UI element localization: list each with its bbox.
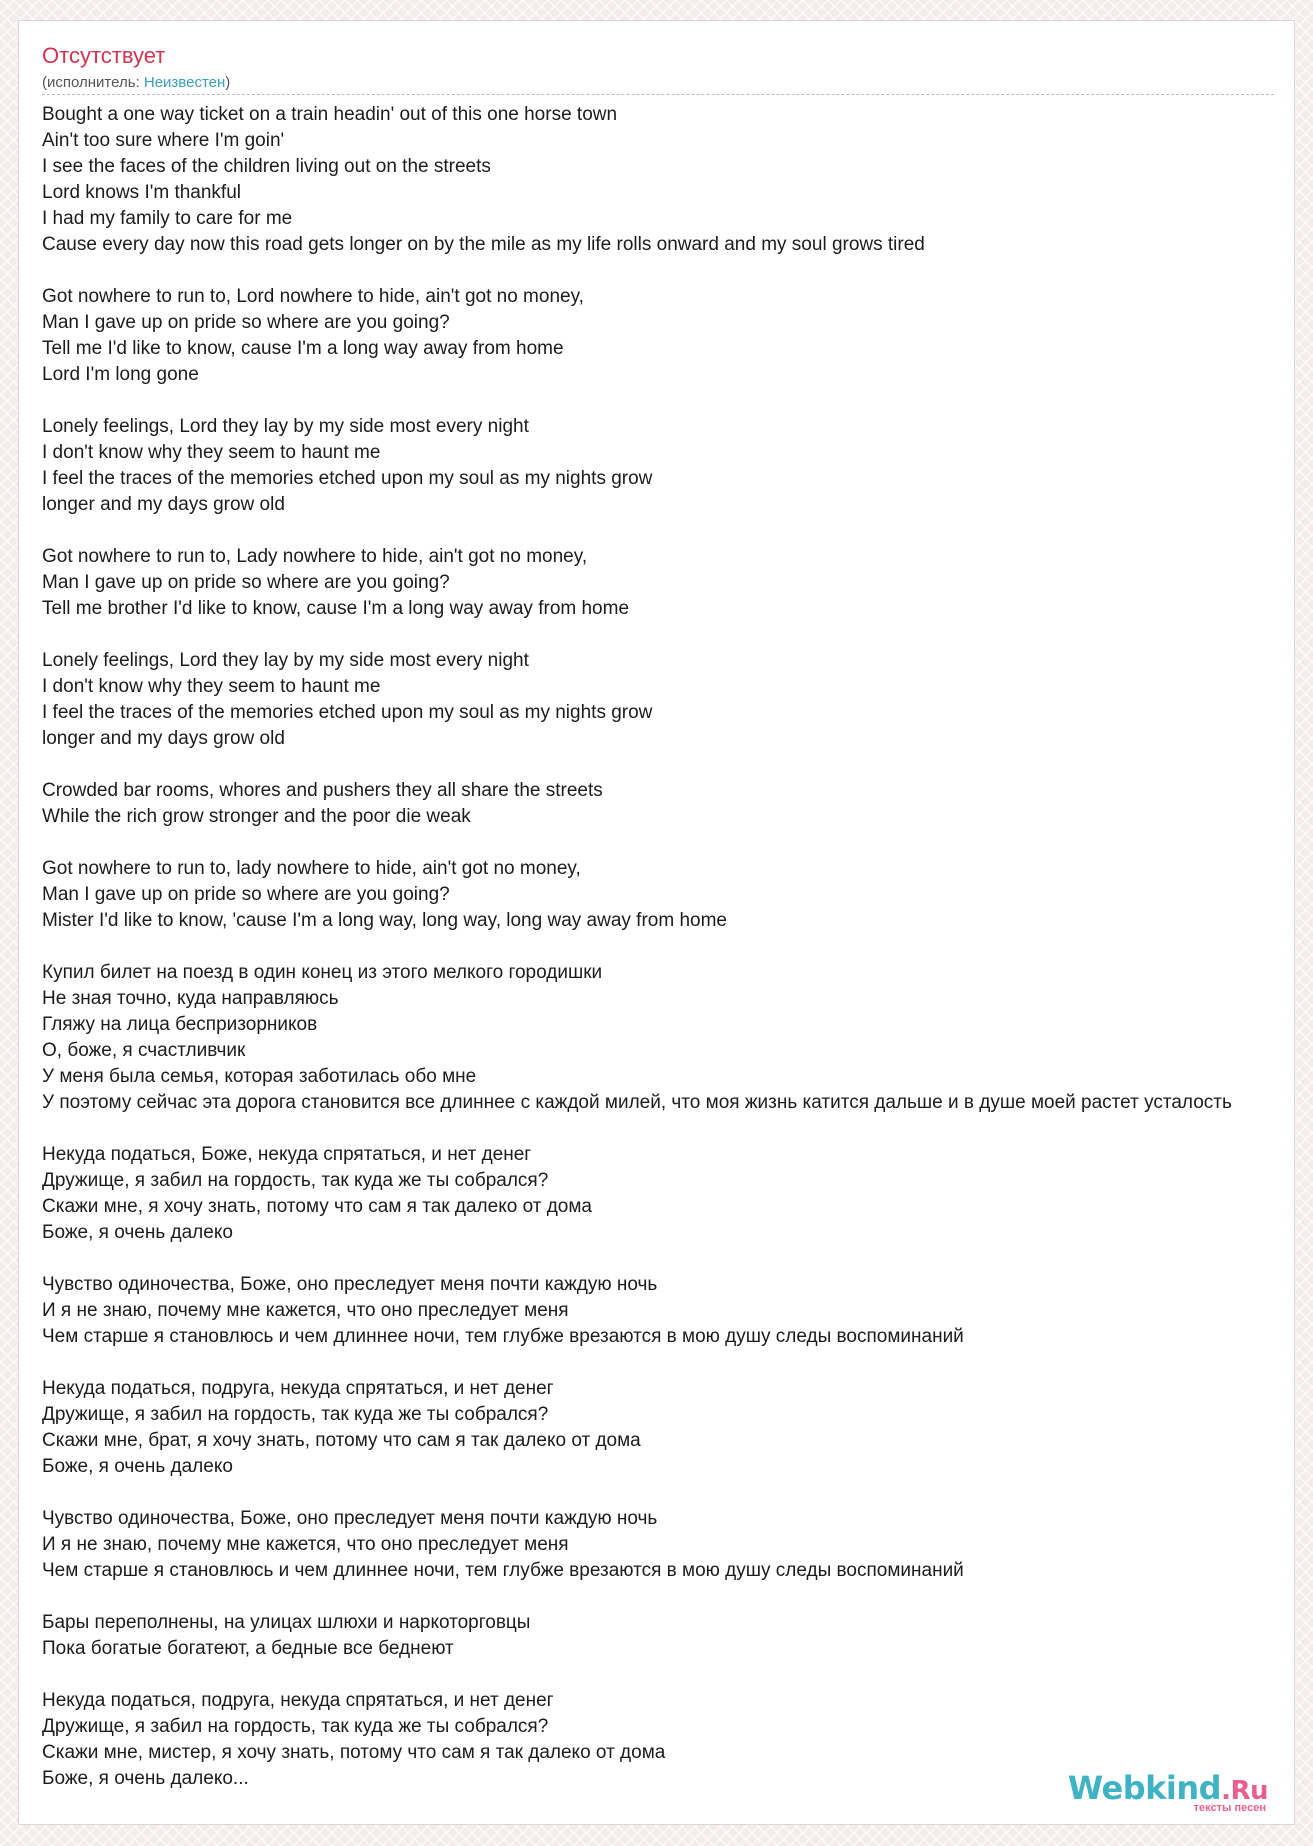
lyric-line: I see the faces of the children living out on the streets: [42, 156, 491, 177]
stanza-break: [42, 388, 1295, 414]
lyric-line: И я не знаю, почему мне кажется, что оно преследует меня: [42, 1534, 569, 1555]
lyric-line: I feel the traces of the memories etched upon my soul as my nights grow: [42, 702, 653, 723]
artist-line: [42, 74, 230, 91]
lyrics-body: [42, 102, 1295, 1792]
lyric-line: Got nowhere to run to, Lady nowhere to hide, ain't got no money,: [42, 546, 588, 567]
lyric-line: Дружище, я забил на гордость, так куда же ты собрался?: [42, 1716, 549, 1737]
lyric-line: Crowded bar rooms, whores and pushers they all share the streets: [42, 780, 603, 801]
lyric-line: longer and my days grow old: [42, 728, 285, 749]
lyric-line: While the rich grow stronger and the poor die weak: [42, 806, 471, 827]
lyric-line: Боже, я очень далеко: [42, 1222, 233, 1243]
lyric-line: Man I gave up on pride so where are you going?: [42, 312, 450, 333]
brand-tagline: тексты песен: [1193, 1802, 1266, 1814]
lyric-line: I don't know why they seem to haunt me: [42, 442, 381, 463]
lyric-line: У поэтому сейчас эта дорога становится все длиннее с каждой милей, что моя жизнь катится дальше и в душе моей растет усталость: [42, 1092, 1232, 1113]
lyric-line: Некуда податься, Боже, некуда спрятаться, и нет денег: [42, 1144, 532, 1165]
lyric-line: I had my family to care for me: [42, 208, 293, 229]
lyric-line: Боже, я очень далеко...: [42, 1768, 249, 1789]
lyric-line: Lord I'm long gone: [42, 364, 199, 385]
lyric-line: Lonely feelings, Lord they lay by my side most every night: [42, 416, 529, 437]
lyric-line: И я не знаю, почему мне кажется, что оно преследует меня: [42, 1300, 569, 1321]
stanza-break: [42, 752, 1295, 778]
lyric-line: Чувство одиночества, Боже, оно преследует меня почти каждую ночь: [42, 1274, 658, 1295]
lyric-line: Дружище, я забил на гордость, так куда же ты собрался?: [42, 1404, 549, 1425]
lyrics-page: [18, 20, 1295, 1825]
lyric-line: Бары переполнены, на улицах шлюхи и наркоторговцы: [42, 1612, 531, 1633]
lyric-line: Скажи мне, брат, я хочу знать, потому что сам я так далеко от дома: [42, 1430, 641, 1451]
lyric-line: Скажи мне, я хочу знать, потому что сам я так далеко от дома: [42, 1196, 592, 1217]
stanza-break: [42, 1662, 1295, 1688]
lyric-line: Боже, я очень далеко: [42, 1456, 233, 1477]
lyric-line: I feel the traces of the memories etched upon my soul as my nights grow: [42, 468, 653, 489]
lyric-line: Гляжу на лица беспризорников: [42, 1014, 318, 1035]
lyric-line: Got nowhere to run to, Lord nowhere to hide, ain't got no money,: [42, 286, 584, 307]
lyric-line: Не зная точно, куда направляюсь: [42, 988, 339, 1009]
lyric-line: Купил билет на поезд в один конец из этого мелкого городишки: [42, 962, 603, 983]
stanza-break: [42, 258, 1295, 284]
lyric-line: Дружище, я забил на гордость, так куда же ты собрался?: [42, 1170, 549, 1191]
lyric-line: Некуда податься, подруга, некуда спрятаться, и нет денег: [42, 1690, 554, 1711]
lyric-line: Mister I'd like to know, 'cause I'm a long way, long way, long way away from home: [42, 910, 727, 931]
stanza-break: [42, 1480, 1295, 1506]
stanza-break: [42, 934, 1295, 960]
lyric-line: Некуда податься, подруга, некуда спрятаться, и нет денег: [42, 1378, 554, 1399]
artist-link[interactable]: Неизвестен: [143, 74, 226, 91]
lyric-line: О, боже, я счастливчик: [42, 1040, 246, 1061]
lyric-line: Tell me I'd like to know, cause I'm a long way away from home: [42, 338, 564, 359]
stanza-break: [42, 830, 1295, 856]
lyric-line: Чувство одиночества, Боже, оно преследует меня почти каждую ночь: [42, 1508, 658, 1529]
lyric-line: Lord knows I'm thankful: [42, 182, 241, 203]
divider: [42, 94, 1274, 95]
stanza-break: [42, 622, 1295, 648]
brand-tld: .Ru: [1221, 1776, 1268, 1806]
lyric-line: Чем старше я становлюсь и чем длиннее ночи, тем глубже врезаются в мою душу следы воспоминаний: [42, 1326, 964, 1347]
stanza-break: [42, 1350, 1295, 1376]
lyric-line: Cause every day now this road gets longer on by the mile as my life rolls onward and my soul grows tired: [42, 234, 925, 255]
lyric-line: Tell me brother I'd like to know, cause I'm a long way away from home: [42, 598, 630, 619]
lyric-line: Man I gave up on pride so where are you going?: [42, 884, 450, 905]
stanza-break: [42, 1116, 1295, 1142]
lyric-line: Lonely feelings, Lord they lay by my side most every night: [42, 650, 529, 671]
lyric-line: longer and my days grow old: [42, 494, 285, 515]
stanza-break: [42, 1584, 1295, 1610]
brand-name: Webkind: [1067, 1769, 1222, 1807]
stanza-break: [42, 518, 1295, 544]
lyric-line: Скажи мне, мистер, я хочу знать, потому что сам я так далеко от дома: [42, 1742, 666, 1763]
lyric-line: Пока богатые богатеют, а бедные все беднеют: [42, 1638, 454, 1659]
song-title: Отсутствует: [42, 43, 166, 68]
lyric-line: Чем старше я становлюсь и чем длиннее ночи, тем глубже врезаются в мою душу следы воспоминаний: [42, 1560, 964, 1581]
lyric-line: I don't know why they seem to haunt me: [42, 676, 381, 697]
artist-suffix: ): [225, 74, 231, 91]
lyric-line: Bought a one way ticket on a train headin' out of this one horse town: [42, 104, 618, 125]
lyric-line: Man I gave up on pride so where are you going?: [42, 572, 450, 593]
site-brand[interactable]: [1068, 1771, 1268, 1814]
lyric-line: У меня была семья, которая заботилась обо мне: [42, 1066, 477, 1087]
stanza-break: [42, 1246, 1295, 1272]
lyric-line: Ain't too sure where I'm goin': [42, 130, 285, 151]
artist-prefix: (исполнитель:: [42, 74, 144, 91]
lyric-line: Got nowhere to run to, lady nowhere to hide, ain't got no money,: [42, 858, 581, 879]
